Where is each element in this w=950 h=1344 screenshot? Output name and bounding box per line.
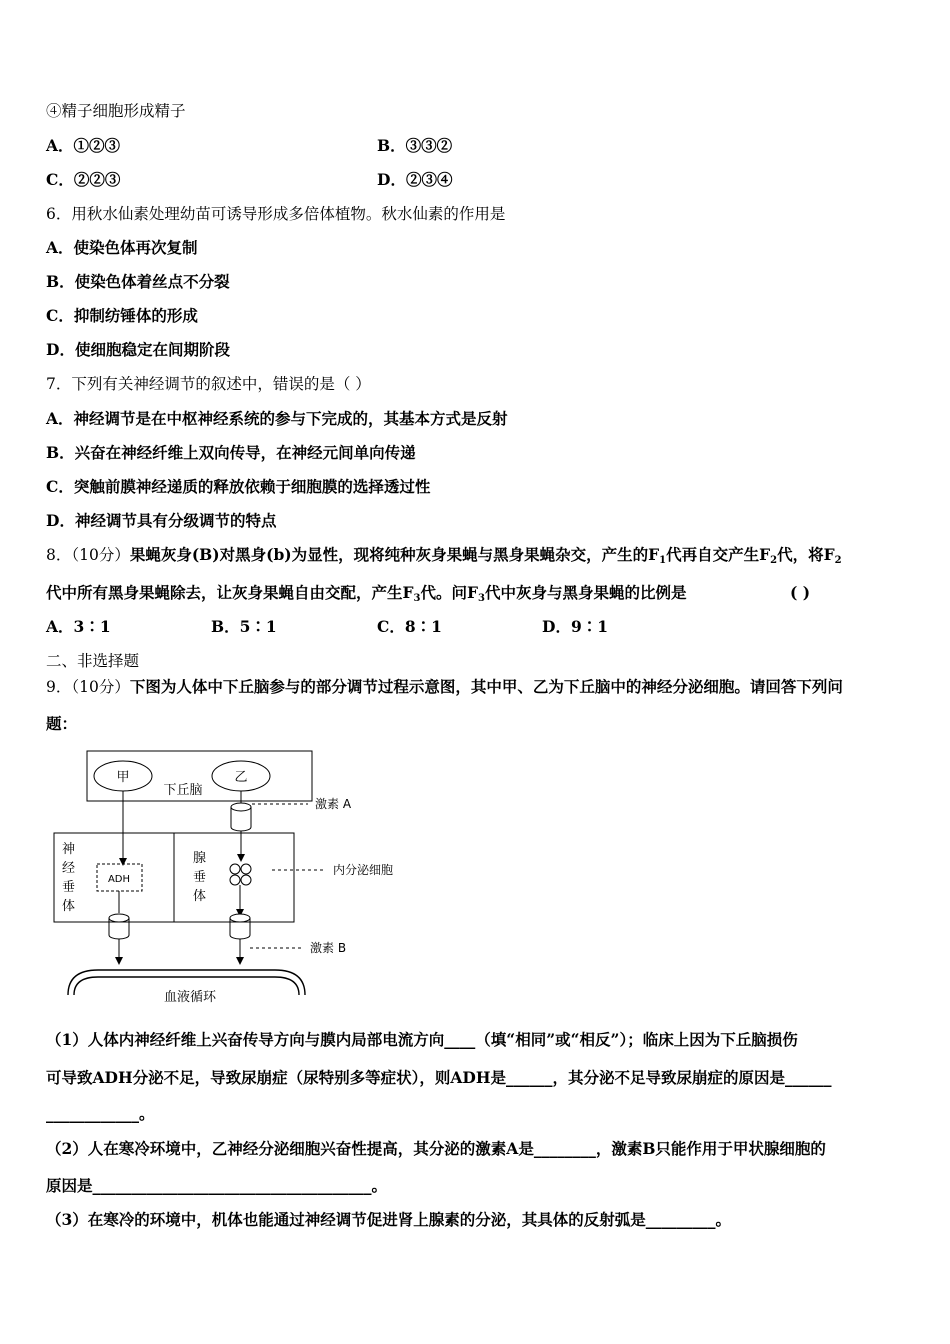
- q8-option-d: D．9∶1: [542, 617, 609, 636]
- q5-item4: ④精子细胞形成精子: [46, 102, 186, 120]
- q9-part2-line2: 原因是____________________________________。: [46, 1176, 388, 1195]
- hypothalamus-diagram: [50, 745, 430, 1010]
- adh-label: ADH: [107, 874, 131, 885]
- q8-stem-line2: 代中所有黑身果蝇除去，让灰身果蝇自由交配，产生$F_3$代。问$F_3$代中灰身与黑身果蝇的比例是: [46, 583, 687, 604]
- q5-option-a: A．①②③: [46, 136, 121, 155]
- hormone-a-label: 激素 A: [315, 797, 352, 811]
- q7-stem: 7．下列有关神经调节的叙述中，错误的是（ ）: [46, 375, 371, 393]
- endocrine-label: 内分泌细胞: [333, 863, 394, 877]
- cell-yi-label: 乙: [234, 770, 248, 785]
- endocrine-cells: [230, 864, 251, 885]
- q6-option-a: A．使染色体再次复制: [46, 238, 198, 257]
- q9-stem-line2: 题：: [46, 714, 78, 733]
- q6-option-b: B．使染色体着丝点不分裂: [46, 272, 230, 291]
- q7-option-d: D．神经调节具有分级调节的特点: [46, 511, 277, 530]
- hormone-b-label: 激素 B: [310, 941, 347, 955]
- q9-part1-line1: （1）人体内神经纤维上兴奋传导方向与膜内局部电流方向____（填“相同”或“相反”）；临床上因为下丘脑损伤: [46, 1030, 798, 1049]
- section-title: 二、非选择题: [46, 652, 140, 670]
- q8-option-c: C．8∶1: [377, 617, 442, 636]
- q9-part1-line3: ____________。: [46, 1104, 155, 1123]
- q6-stem: 6．用秋水仙素处理幼苗可诱导形成多倍体植物。秋水仙素的作用是: [46, 205, 506, 223]
- q8-answer-paren: ( ): [790, 583, 811, 602]
- adenohypophysis-label: 腺 垂 体: [193, 851, 207, 904]
- q7-option-b: B．兴奋在神经纤维上双向传导，在神经元间单向传递: [46, 443, 416, 462]
- q8-option-b: B．5∶1: [211, 617, 277, 636]
- q5-option-d: D．②③④: [377, 170, 453, 189]
- q5-option-b: B．③③②: [377, 136, 453, 155]
- cell-jia-label: 甲: [116, 770, 130, 785]
- q5-option-c: C．②②③: [46, 170, 121, 189]
- q9-part3-line1: （3）在寒冷的环境中，机体也能通过神经调节促进肾上腺素的分泌，其具体的反射弧是_________。: [46, 1210, 732, 1229]
- blood-label: 血液循环: [163, 990, 217, 1005]
- q6-option-d: D．使细胞稳定在间期阶段: [46, 340, 230, 359]
- q9-part1-line2: 可导致ADH分泌不足，导致尿崩症（尿特别多等症状），则ADH是______，其分泌不足导致尿崩症的原因是______: [46, 1068, 832, 1087]
- q9-stem-line1: 9．（10分）下图为人体中下丘脑参与的部分调节过程示意图，其中甲、乙为下丘脑中的神经分泌细胞。请回答下列问: [46, 677, 843, 696]
- q9-part2-line1: （2）人在寒冷环境中，乙神经分泌细胞兴奋性提高，其分泌的激素A是________，激素B只能作用于甲状腺细胞的: [46, 1139, 826, 1158]
- q8-stem-line1: 8．（10分）果蝇灰身(B)对黑身(b)为显性，现将纯种灰身果蝇与黑身果蝇杂交，产生的$F_1$代再自交产生$F_2$代，将$F_2$: [46, 545, 842, 566]
- q7-option-c: C．突触前膜神经递质的释放依赖于细胞膜的选择透过性: [46, 477, 431, 496]
- neurohypophysis-label: 神 经 垂 体: [62, 842, 76, 914]
- q8-option-a: A．3∶1: [46, 617, 111, 636]
- q6-option-c: C．抑制纺锤体的形成: [46, 306, 198, 325]
- hypothalamus-label: 下丘脑: [163, 783, 203, 798]
- q7-option-a: A．神经调节是在中枢神经系统的参与下完成的，其基本方式是反射: [46, 409, 508, 428]
